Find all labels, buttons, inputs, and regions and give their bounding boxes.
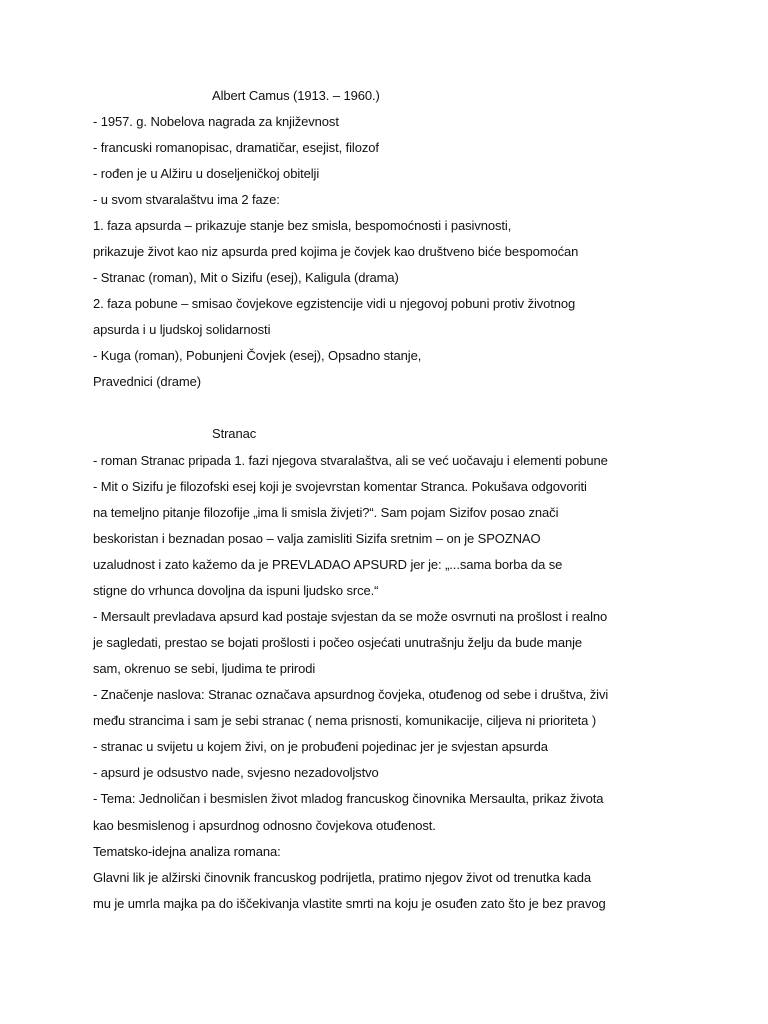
text-line: - Značenje naslova: Stranac označava apsurdnog čovjeka, otuđenog od sebe i društva, živi [93, 687, 609, 702]
text-line: - Mersault prevladava apsurd kad postaje svjestan da se može osvrnuti na prošlost i realno [93, 609, 608, 624]
text-line: mu je umrla majka pa do iščekivanja vlastite smrti na koju je osuđen zato što je bez pravog [93, 896, 606, 911]
text-line: 2. faza pobune – smisao čovjekove egzistencije vidi u njegovoj pobuni protiv životnog [93, 296, 576, 311]
text-line: Tematsko-idejna analiza romana: [93, 844, 281, 859]
text-line: 1. faza apsurda – prikazuje stanje bez smisla, bespomoćnosti i pasivnosti, [93, 218, 512, 233]
text-line: beskoristan i beznadan posao – valja zamisliti Sizifa sretnim – on je SPOZNAO [93, 531, 541, 546]
text-line: na temeljno pitanje filozofije „ima li smisla živjeti?“. Sam pojam Sizifov posao znači [93, 505, 559, 520]
text-line: - 1957. g. Nobelova nagrada za književnost [93, 114, 339, 129]
text-line: - stranac u svijetu u kojem živi, on je probuđeni pojedinac jer je svjestan apsurda [93, 739, 548, 754]
text-line: - u svom stvaralaštvu ima 2 faze: [93, 192, 280, 207]
text-line: Glavni lik je alžirski činovnik francuskog podrijetla, pratimo njegov život od trenutka kada [93, 870, 592, 885]
text-line: uzaludnost i zato kažemo da je PREVLADAO APSURD jer je: „...sama borba da se [93, 557, 563, 572]
text-line: kao besmislenog i apsurdnog odnosno čovjekova otuđenost. [93, 818, 436, 833]
text-line: sam, okrenuo se sebi, ljudima te prirodi [93, 661, 316, 676]
text-line: apsurda i u ljudskoj solidarnosti [93, 322, 271, 337]
text-line: Pravednici (drame) [93, 374, 202, 389]
text-line: - rođen je u Alžiru u doseljeničkoj obitelji [93, 166, 320, 181]
section-heading-stranac: Stranac [212, 426, 257, 441]
text-line: među strancima i sam je sebi stranac ( nema prisnosti, komunikacije, ciljeva ni prioriteta ) [93, 713, 597, 728]
section-heading-camus: Albert Camus (1913. – 1960.) [212, 88, 380, 103]
text-line: - Mit o Sizifu je filozofski esej koji je svojevrstan komentar Stranca. Pokušava odgovoriti [93, 479, 587, 494]
text-line: stigne do vrhunca dovoljna da ispuni ljudsko srce.“ [93, 583, 379, 598]
text-line: - Stranac (roman), Mit o Sizifu (esej), Kaligula (drama) [93, 270, 399, 285]
text-line: je sagledati, prestao se bojati prošlosti i počeo osjećati unutrašnju želju da bude manje [93, 635, 583, 650]
text-line: - roman Stranac pripada 1. fazi njegova stvaralaštva, ali se već uočavaju i elementi pobune [93, 453, 608, 468]
text-line: - apsurd je odsustvo nade, svjesno nezadovoljstvo [93, 765, 379, 780]
text-line: - francuski romanopisac, dramatičar, esejist, filozof [93, 140, 379, 155]
text-line: - Tema: Jednoličan i besmislen život mladog francuskog činovnika Mersaulta, prikaz života [93, 791, 604, 806]
text-line: - Kuga (roman), Pobunjeni Čovjek (esej), Opsadno stanje, [93, 348, 422, 363]
text-line: prikazuje život kao niz apsurda pred kojima je čovjek kao društveno biće bespomoćan [93, 244, 579, 259]
